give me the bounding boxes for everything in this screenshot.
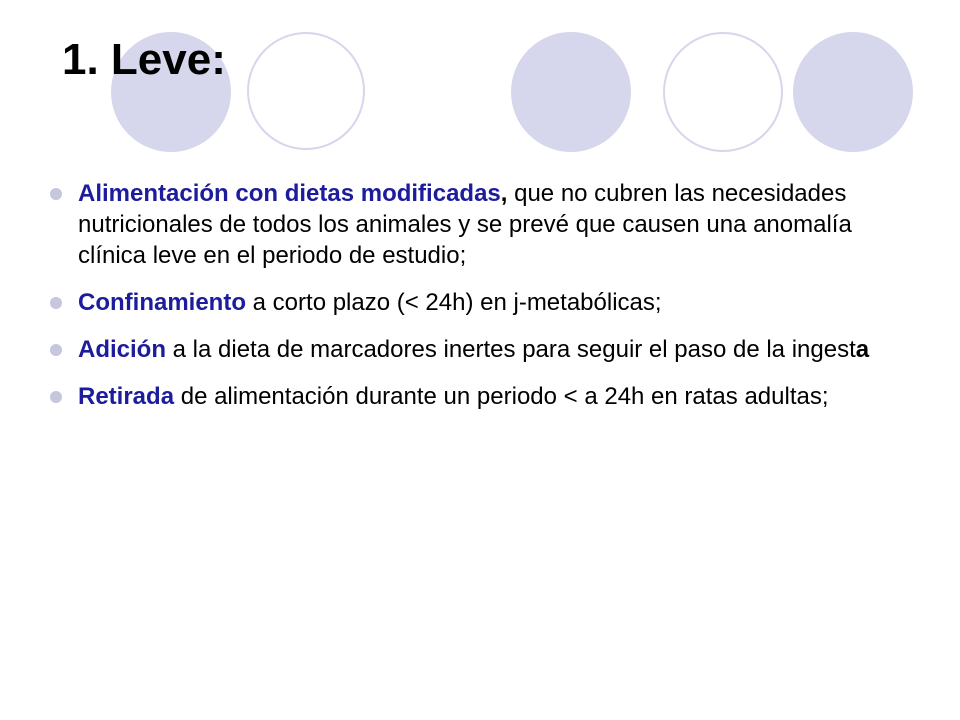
bullet-item	[46, 334, 896, 365]
bullet-dot-icon	[50, 297, 62, 309]
bullet-item	[46, 287, 896, 318]
decorative-circle	[793, 32, 913, 152]
bullet-keyword: Alimentación con dietas modificadas	[78, 180, 501, 207]
bullet-text: de alimentación durante un periodo < a 24h en ratas adultas;	[174, 383, 829, 410]
bullet-dot-icon	[50, 344, 62, 356]
bullet-keyword: Retirada	[78, 383, 175, 410]
decorative-circle	[247, 32, 365, 150]
slide-title: 1. Leve:	[62, 35, 226, 84]
bullet-item	[46, 178, 896, 271]
bullet-bold-suffix: a	[855, 336, 870, 363]
bullet-keyword: Confinamiento	[78, 289, 246, 316]
decorative-circle	[511, 32, 631, 152]
bullet-text: que no cubren las necesidades nutricionales de todos los animales y se prevé que causen una anomalía clínica leve en el periodo de estudio;	[78, 180, 852, 269]
bullet-item	[46, 381, 896, 412]
bullet-text: a corto plazo (< 24h) en j-metabólicas;	[246, 289, 662, 316]
bullet-dot-icon	[50, 188, 62, 200]
bullet-list	[46, 178, 896, 428]
bullet-text: a la dieta de marcadores inertes para seguir el paso de la ingest	[166, 336, 856, 363]
bullet-bold-suffix: ,	[500, 180, 508, 207]
bullet-keyword: Adición	[78, 336, 166, 363]
decorative-circle	[663, 32, 783, 152]
bullet-dot-icon	[50, 391, 62, 403]
